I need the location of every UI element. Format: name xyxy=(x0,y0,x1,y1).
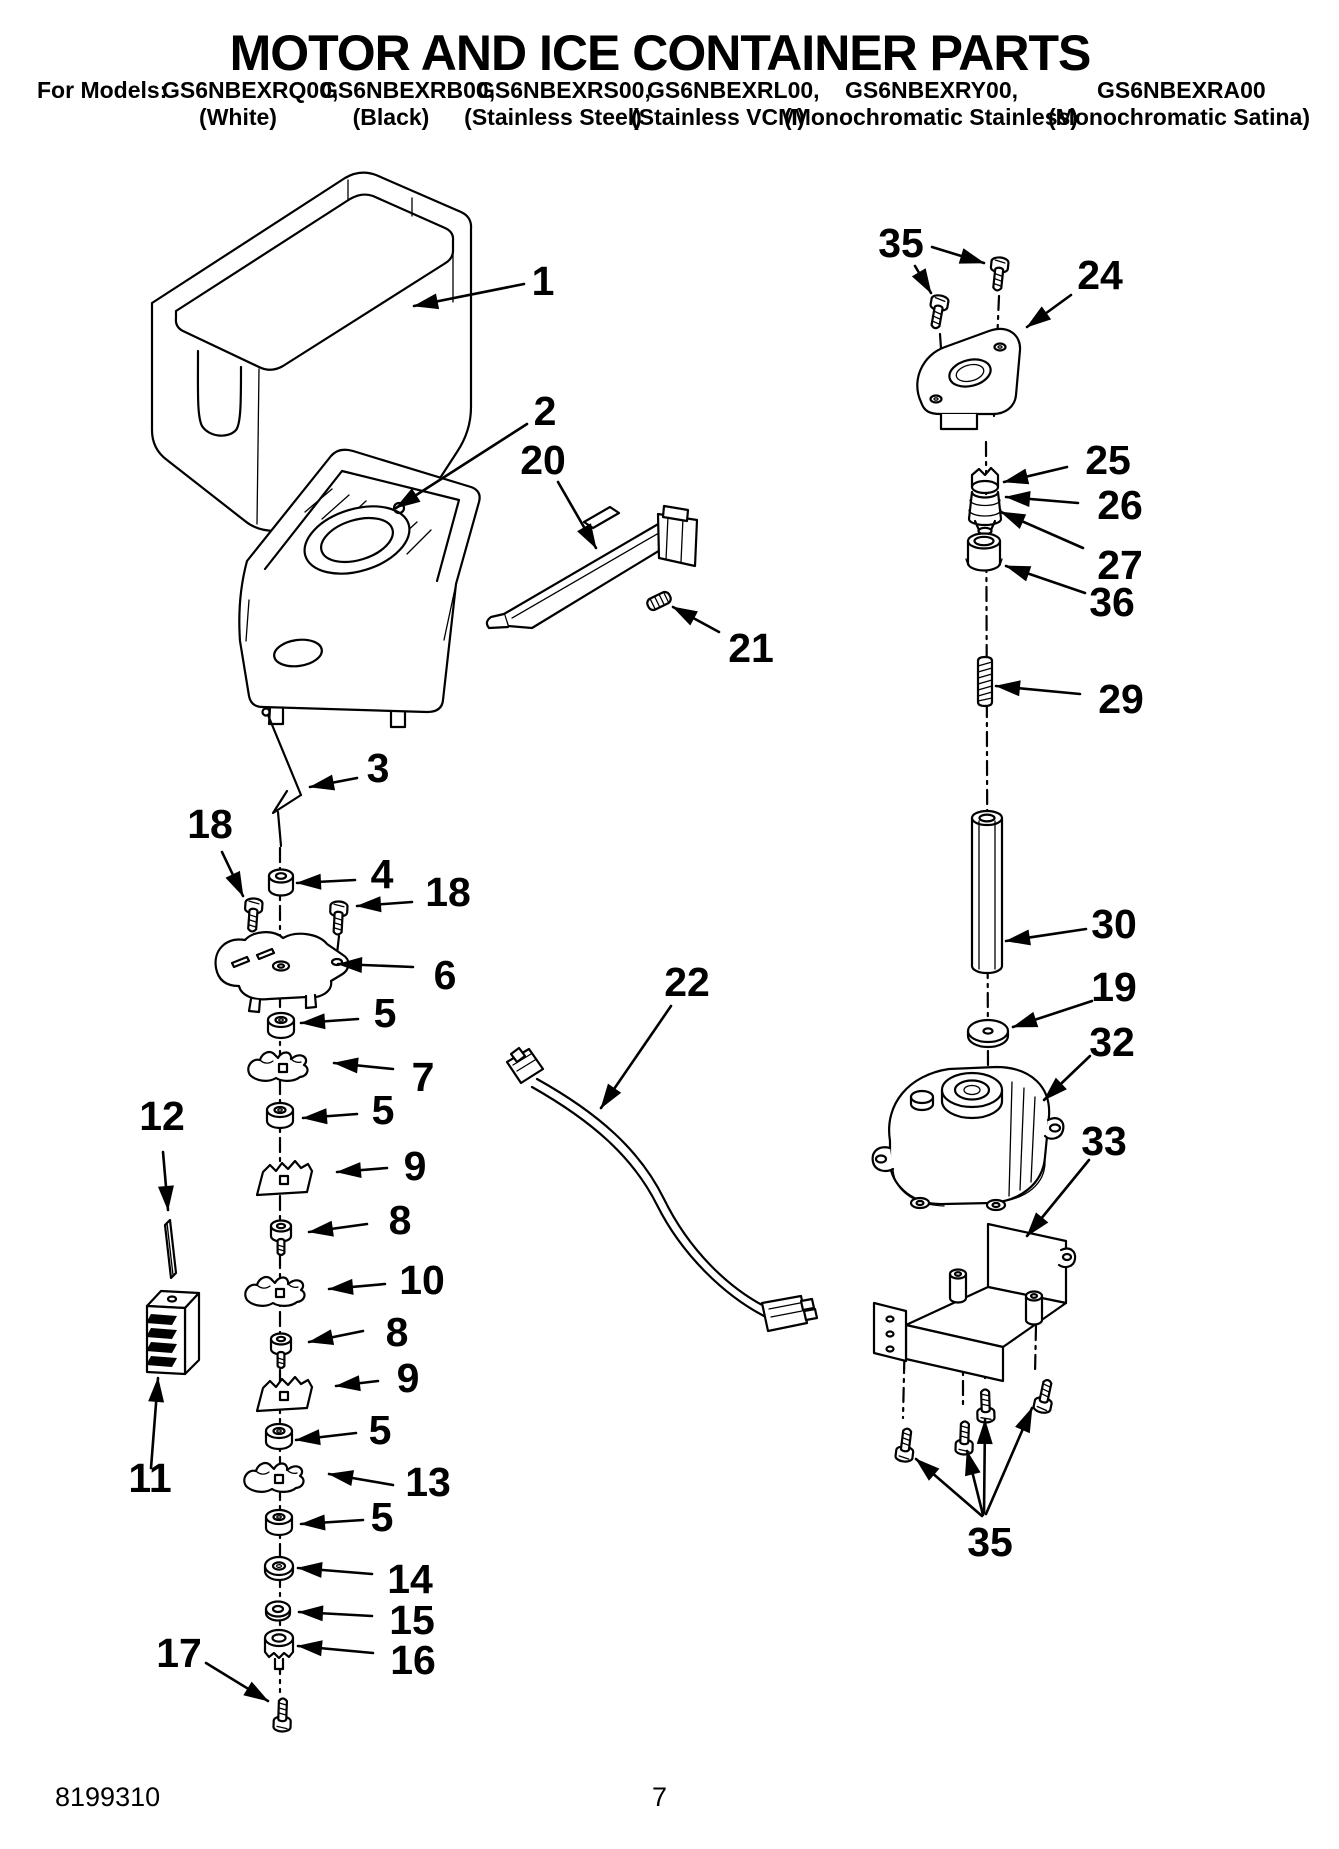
leader-arrow-19 xyxy=(1013,1001,1092,1027)
leader-arrow-8 xyxy=(309,1331,363,1342)
part-22-wire-harness xyxy=(507,1048,817,1331)
callout-18-7: 18 xyxy=(425,869,471,915)
part-19-washer-flat xyxy=(968,1020,1008,1047)
callout-11-25: 11 xyxy=(128,1455,172,1501)
part-35-screw-bottom-4 xyxy=(1033,1378,1056,1414)
model-name-4: GS6NBEXRY00, xyxy=(845,77,1018,103)
leader-arrow-32 xyxy=(1044,1056,1090,1100)
model-name-5: GS6NBEXRA00 xyxy=(1097,77,1266,103)
leader-arrow-20 xyxy=(558,482,596,548)
callout-5-9: 5 xyxy=(373,990,397,1036)
leader-arrow-29 xyxy=(996,686,1080,694)
model-finish-0: (White) xyxy=(199,104,277,130)
footer-doc-number: 8199310 xyxy=(55,1782,161,1812)
callout-32-36: 32 xyxy=(1089,1019,1135,1065)
part-18-screw-right xyxy=(329,901,348,935)
leader-arrow-14 xyxy=(298,1568,372,1574)
model-finish-2: (Stainless Steel) xyxy=(464,104,642,130)
callout-9-12: 9 xyxy=(403,1143,427,1189)
part-24-mounting-plate xyxy=(917,329,1020,429)
leader-arrow-35 xyxy=(986,1408,1032,1514)
part-3-wire-shutoff-arm xyxy=(263,709,302,847)
leader-arrow-35 xyxy=(984,1420,985,1513)
callout-10-14: 10 xyxy=(399,1257,445,1303)
model-name-1: GS6NBEXRB00, xyxy=(320,77,496,103)
models-prefix: For Models: xyxy=(37,77,168,103)
part-21-spring-small xyxy=(646,590,673,611)
part-17-screw xyxy=(273,1698,291,1732)
leader-arrow-17 xyxy=(206,1663,268,1701)
leader-arrow-21 xyxy=(673,607,719,632)
part-6-support-bracket xyxy=(216,932,349,1012)
part-35-screw-bottom-1 xyxy=(895,1428,916,1463)
leader-arrow-8 xyxy=(309,1224,367,1232)
part-11-terminal-block xyxy=(146,1291,199,1374)
leader-arrow-13 xyxy=(329,1474,393,1485)
callout-24-28: 24 xyxy=(1077,252,1123,298)
part-12-pin xyxy=(165,1220,176,1278)
callout-35-27: 35 xyxy=(878,220,924,266)
leader-arrow-12 xyxy=(163,1152,168,1210)
leader-arrow-10 xyxy=(329,1284,385,1289)
callout-2-1: 2 xyxy=(533,388,557,434)
leader-arrow-6 xyxy=(338,964,413,967)
part-30-drive-tube xyxy=(972,811,1002,973)
callout-25-29: 25 xyxy=(1085,437,1131,483)
callout-12-24: 12 xyxy=(139,1093,185,1139)
part-5-bushing-2 xyxy=(267,1103,293,1128)
callout-1-0: 1 xyxy=(531,258,555,304)
leader-arrow-16 xyxy=(298,1646,373,1653)
part-5-bushing-3 xyxy=(266,1424,292,1449)
model-finish-3: (Stainless VCM) xyxy=(631,104,805,130)
callout-15-21: 15 xyxy=(389,1597,435,1643)
part-16-hub xyxy=(265,1630,293,1669)
part-5-bushing-4 xyxy=(266,1510,292,1535)
leader-arrow-30 xyxy=(1006,929,1086,941)
callout-19-35: 19 xyxy=(1091,964,1137,1010)
callout-20-2: 20 xyxy=(520,437,566,483)
callout-13-18: 13 xyxy=(405,1459,451,1505)
part-5-bushing-1 xyxy=(268,1013,294,1038)
callout-35-38: 35 xyxy=(967,1519,1013,1565)
part-29-spring xyxy=(978,657,992,706)
part-15-washer-small xyxy=(266,1602,290,1621)
model-finish-5: (Monochromatic Satina) xyxy=(1048,104,1310,130)
model-name-2: GS6NBEXRS00, xyxy=(477,77,651,103)
part-26-27-coupler-barrel xyxy=(969,492,1001,534)
part-32-auger-motor xyxy=(873,1067,1064,1210)
callout-17-23: 17 xyxy=(156,1630,202,1676)
leader-arrow-3 xyxy=(310,778,357,787)
callout-7-10: 7 xyxy=(411,1054,435,1100)
leader-arrow-18 xyxy=(222,852,243,896)
leader-arrow-27 xyxy=(1001,512,1083,548)
callout-14-20: 14 xyxy=(387,1556,433,1602)
part-20-shield-rail xyxy=(487,506,697,628)
part-13-blade-bottom xyxy=(244,1463,303,1492)
leader-arrow-22 xyxy=(601,1006,671,1108)
callout-5-19: 5 xyxy=(370,1494,394,1540)
model-name-0: GS6NBEXRQ00, xyxy=(162,77,339,103)
part-10-blade xyxy=(245,1277,304,1306)
model-name-3: GS6NBEXRL00, xyxy=(647,77,820,103)
part-35-screw-bottom-3 xyxy=(977,1389,995,1423)
leader-arrow-5 xyxy=(301,1019,358,1023)
callout-26-30: 26 xyxy=(1097,482,1143,528)
callout-6-8: 6 xyxy=(433,952,457,998)
leader-arrow-15 xyxy=(299,1612,372,1616)
part-33-motor-bracket xyxy=(874,1224,1075,1381)
leader-arrow-35 xyxy=(915,266,931,293)
leader-arrow-24 xyxy=(1027,295,1071,327)
leader-arrow-7 xyxy=(334,1063,393,1069)
part-35-screw-top-right xyxy=(989,257,1009,292)
leader-arrow-35 xyxy=(932,247,984,263)
callout-27-31: 27 xyxy=(1097,542,1143,588)
callout-16-22: 16 xyxy=(390,1637,436,1683)
part-35-screw-top-left xyxy=(927,294,949,329)
part-35-screw-bottom-2 xyxy=(955,1421,973,1455)
leader-arrow-18 xyxy=(357,902,412,906)
callout-5-11: 5 xyxy=(371,1087,395,1133)
callout-4-6: 4 xyxy=(370,851,394,897)
leader-arrow-25 xyxy=(1004,467,1067,482)
leader-arrow-5 xyxy=(301,1520,363,1524)
model-finish-1: (Black) xyxy=(352,104,430,130)
part-7-crusher-blade xyxy=(248,1052,307,1081)
callout-8-15: 8 xyxy=(385,1309,409,1355)
part-18-screw-left xyxy=(244,898,263,932)
part-9-blade-lower xyxy=(257,1377,312,1411)
callout-21-3: 21 xyxy=(728,625,774,671)
callout-8-13: 8 xyxy=(388,1197,412,1243)
callout-29-33: 29 xyxy=(1098,676,1144,722)
page-title: MOTOR AND ICE CONTAINER PARTS xyxy=(229,25,1091,81)
leader-arrow-5 xyxy=(303,1114,357,1118)
part-36-coupler-cup xyxy=(966,534,1002,571)
leader-arrow-36 xyxy=(1006,566,1085,593)
leader-arrow-9 xyxy=(337,1168,387,1172)
leader-arrow-9 xyxy=(336,1381,378,1386)
callout-36-32: 36 xyxy=(1089,579,1135,625)
leader-arrow-4 xyxy=(297,880,355,883)
part-9-blade-upper xyxy=(257,1161,312,1195)
part-14-washer xyxy=(265,1557,293,1580)
part-4-bushing-top xyxy=(269,870,293,896)
footer-page-number: 7 xyxy=(652,1782,668,1812)
callout-5-17: 5 xyxy=(368,1407,392,1453)
leader-arrow-5 xyxy=(296,1433,356,1440)
part-8-spacer-upper xyxy=(271,1221,291,1256)
leader-arrow-26 xyxy=(1006,497,1078,503)
callout-30-34: 30 xyxy=(1091,901,1137,947)
callout-18-5: 18 xyxy=(187,801,233,847)
model-finish-4: (Monochromatic Stainless) xyxy=(784,104,1078,130)
callout-3-4: 3 xyxy=(366,745,390,791)
callout-22-26: 22 xyxy=(664,959,710,1005)
part-8-spacer-lower xyxy=(271,1334,291,1369)
callout-9-16: 9 xyxy=(396,1355,420,1401)
callout-33-37: 33 xyxy=(1081,1118,1127,1164)
